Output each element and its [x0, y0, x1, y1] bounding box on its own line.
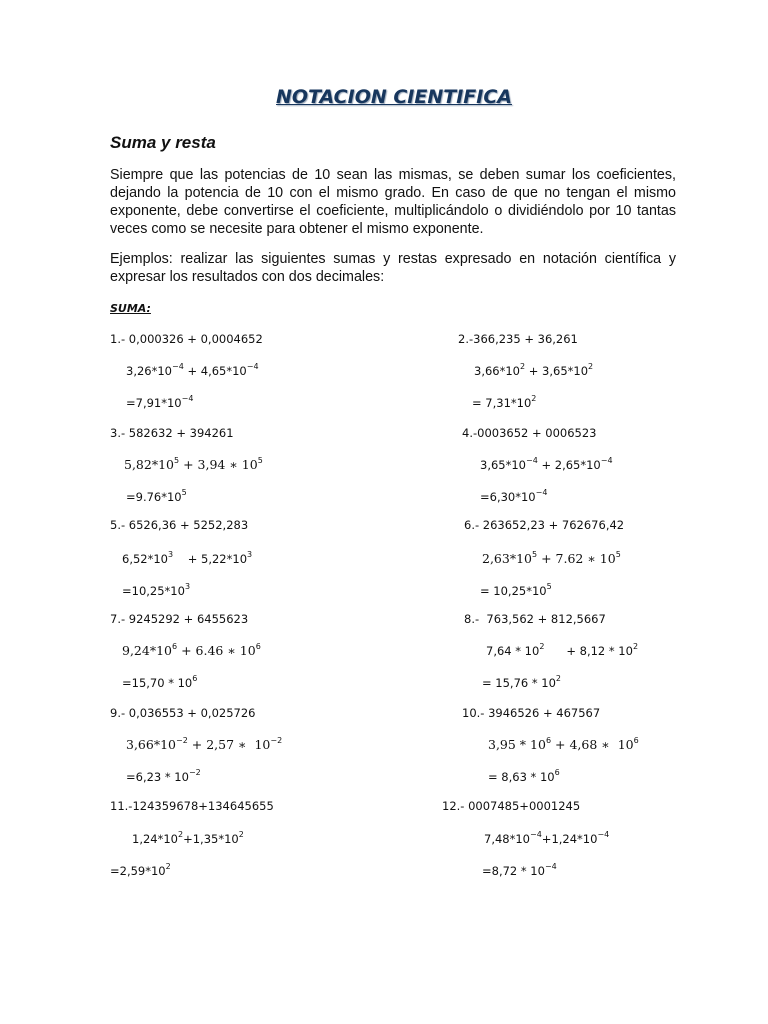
examples-paragraph: Ejemplos: realizar las siguientes sumas y restas expresado en notación científica y expresar los resultados con dos decimales: — [110, 251, 676, 285]
problem-statement: 12.- 0007485+0001245 — [442, 799, 581, 813]
result-line: $=7,91*10^{-4}$ — [126, 394, 194, 410]
problem-statement: 4.-0003652 + 0006523 — [462, 426, 597, 440]
scientific-expression: $9,24*10^6 + 6.46$ ∗ $10^6$ — [122, 642, 261, 658]
result-line: $=10,25*10^3$ — [122, 582, 191, 598]
scientific-expression: $3,66*10^2 + 3,65*10^2$ — [474, 362, 594, 378]
result-line: $=6,23 * 10^{-2}$ — [126, 768, 201, 784]
intro-paragraph: Siempre que las potencias de 10 sean las mismas, se deben sumar los coeficientes, dejando la potencia de 10 con el mismo grado. En caso de que no tengan el mismo exponente, debe convertirse el coeficiente, multiplicándolo o dividiéndolo por 10 tantas veces como se necesite para obtener el mismo exponente. — [110, 167, 676, 237]
section-heading: Suma y resta — [110, 133, 216, 152]
scientific-expression: $5,82*10^5 + 3,94$ ∗ $10^5$ — [124, 456, 263, 472]
problem-statement: 5.- 6526,36 + 5252,283 — [110, 518, 249, 532]
result-line: $=8,72 * 10^{-4}$ — [482, 862, 557, 878]
scientific-expression: $1,24*10^2+1,35*10^2$ — [132, 830, 244, 846]
scientific-expression: $3,95 * 10^6 + 4,68$ ∗ $10^6$ — [488, 736, 639, 752]
scientific-expression: $3,26*10^{-4} + 4,65*10^{-4}$ — [126, 362, 259, 378]
result-line: = $10,25*10^5$ — [480, 582, 552, 598]
result-line: $=9.76*10^5$ — [126, 488, 187, 504]
problem-statement: 2.-366,235 + 36,261 — [458, 332, 578, 346]
result-line: $=6,30*10^{-4}$ — [480, 488, 548, 504]
scientific-expression: $2,63*10^5 + 7.62$ ∗ $10^5$ — [482, 550, 621, 566]
document-title: NOTACION CIENTIFICA — [276, 86, 512, 108]
problem-statement: 9.- 0,036553 + 0,025726 — [110, 706, 256, 720]
problem-statement: 1.- 0,000326 + 0,0004652 — [110, 332, 263, 346]
problem-statement: 10.- 3946526 + 467567 — [462, 706, 601, 720]
problem-statement: 11.-124359678+134645655 — [110, 799, 274, 813]
result-line: $=15,70 * 10^6$ — [122, 674, 198, 690]
problem-statement: 6.- 263652,23 + 762676,42 — [464, 518, 625, 532]
problem-statement: 8.- 763,562 + 812,5667 — [464, 612, 606, 626]
scientific-expression: $7,48*10^{-4}+1,24*10^{-4}$ — [484, 830, 610, 846]
suma-label: SUMA: — [110, 302, 151, 315]
result-line: = $7,31*10^2$ — [472, 394, 537, 410]
result-line: = $8,63 * 10^6$ — [488, 768, 560, 784]
result-line: = $15,76 * 10^2$ — [482, 674, 562, 690]
scientific-expression: $7,64 * 10^2$ + $8,12 * 10^2$ — [486, 642, 639, 658]
problem-statement: 7.- 9245292 + 6455623 — [110, 612, 249, 626]
scientific-expression: $3,66*10^{-2} + 2,57$ ∗ $10^{-2}$ — [126, 736, 283, 752]
scientific-expression: $6,52*10^3$ + $5,22*10^3$ — [122, 550, 253, 566]
problem-statement: 3.- 582632 + 394261 — [110, 426, 234, 440]
scientific-expression: $3,65*10^{-4} + 2,65*10^{-4}$ — [480, 456, 613, 472]
result-line: $=2,59*10^2$ — [110, 862, 171, 878]
